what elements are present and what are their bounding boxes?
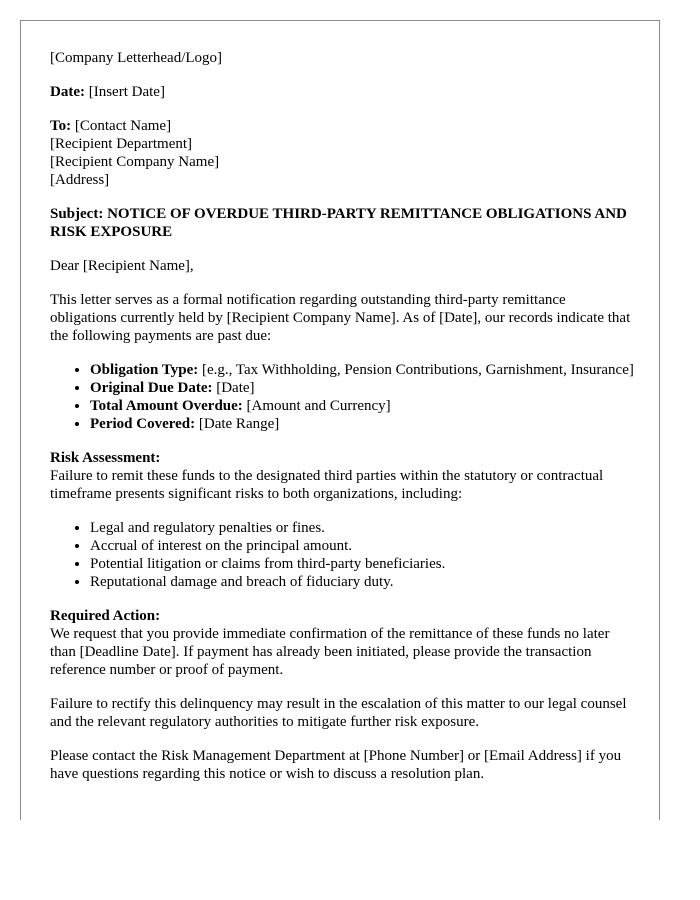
date-line <box>50 83 636 101</box>
letter-page <box>20 20 660 820</box>
obligation-label: Original Due Date: <box>90 380 213 396</box>
intro-text: This letter serves as a formal notification regarding outstanding third-party remittance obligations currently held by [Recipient Company Name]. As of [Date], our records indicate that the following payments are past due: <box>50 292 631 344</box>
obligation-label: Period Covered: <box>90 416 196 432</box>
letterhead-text: [Company Letterhead/Logo] <box>50 50 223 66</box>
escalation-paragraph <box>50 695 636 731</box>
letterhead <box>50 49 636 67</box>
contact-text: Please contact the Risk Management Department at [Phone Number] or [Email Address] if you have questions regarding this notice or wish to discuss a resolution plan. <box>50 748 622 782</box>
recipient-name-line <box>50 117 636 135</box>
list-item <box>90 397 636 415</box>
recipient-company: [Recipient Company Name] <box>50 154 220 170</box>
list-item: • Reputational damage and breach of fiduciary duty. <box>90 573 636 591</box>
salutation-text: Dear [Recipient Name], <box>50 258 194 274</box>
to-label: To: <box>50 118 72 134</box>
risk-heading: Risk Assessment: <box>50 450 161 466</box>
list-item <box>90 361 636 379</box>
recipient-block <box>50 117 636 189</box>
subject-line <box>50 205 636 241</box>
obligation-label: Obligation Type: <box>90 362 199 378</box>
obligation-value: [Date Range] <box>198 416 280 432</box>
subject-text: NOTICE OF OVERDUE THIRD-PARTY REMITTANCE OBLIGATIONS AND RISK EXPOSURE <box>50 206 627 240</box>
list-item <box>90 379 636 397</box>
risk-assessment <box>50 449 636 503</box>
list-item: • Accrual of interest on the principal amount. <box>90 537 636 555</box>
letter-content <box>50 49 636 799</box>
obligation-value: [e.g., Tax Withholding, Pension Contributions, Garnishment, Insurance] <box>201 362 634 378</box>
date-label: Date: <box>50 84 85 100</box>
obligations-list <box>50 361 636 433</box>
risk-text: Failure to remit these funds to the designated third parties within the statutory or contractual timeframe presents significant risks to both organizations, including: <box>50 468 604 502</box>
risk-list <box>50 519 636 591</box>
subject-label: Subject: <box>50 206 104 222</box>
recipient-address: [Address] <box>50 172 110 188</box>
recipient-name: [Contact Name] <box>74 118 172 134</box>
obligation-value: [Amount and Currency] <box>246 398 391 414</box>
list-item <box>90 415 636 433</box>
salutation <box>50 257 636 275</box>
recipient-department: [Recipient Department] <box>50 136 193 152</box>
contact-paragraph <box>50 747 636 783</box>
action-text: We request that you provide immediate confirmation of the remittance of these funds no later than [Deadline Date]. If payment has already been initiated, please provide the transaction reference number or proof of payment. <box>50 626 610 678</box>
obligation-value: [Date] <box>216 380 255 396</box>
list-item: • Legal and regulatory penalties or fines. <box>90 519 636 537</box>
intro-paragraph <box>50 291 636 345</box>
date-value: [Insert Date] <box>88 84 165 100</box>
action-heading: Required Action: <box>50 608 161 624</box>
required-action <box>50 607 636 679</box>
obligation-label: Total Amount Overdue: <box>90 398 243 414</box>
escalation-text: Failure to rectify this delinquency may result in the escalation of this matter to our legal counsel and the relevant regulatory authorities to mitigate further risk exposure. <box>50 696 627 730</box>
list-item: • Potential litigation or claims from third-party beneficiaries. <box>90 555 636 573</box>
